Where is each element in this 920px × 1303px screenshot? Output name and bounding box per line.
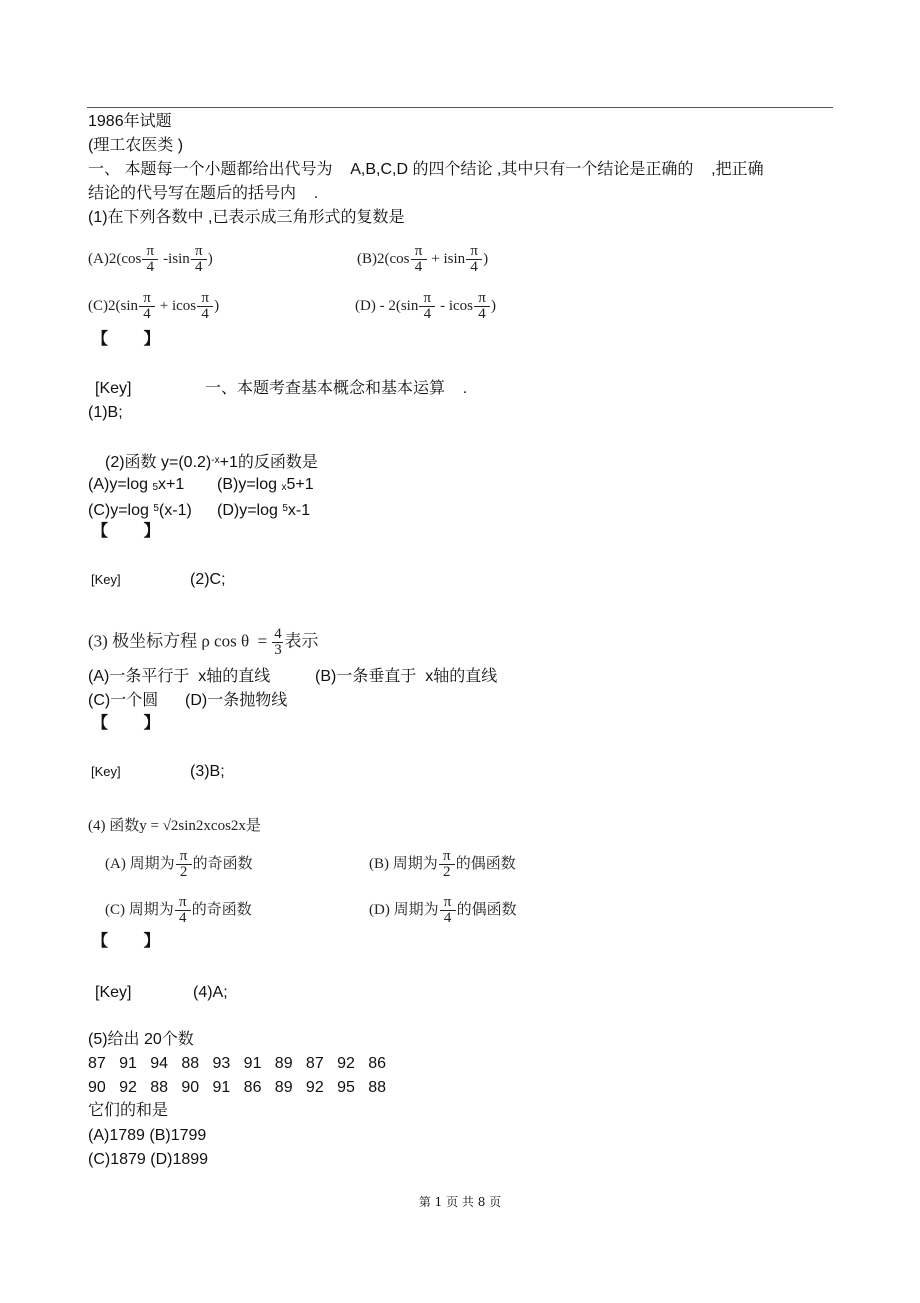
q5-options-ab: (A)1789 (B)1799 [88, 1127, 207, 1144]
q2-stem [105, 451, 318, 473]
q2-stem-pre: (2)函数 y=(0.2) [105, 454, 212, 471]
header-rule [87, 107, 833, 108]
numerator: π [414, 243, 423, 259]
numerator: π [194, 243, 203, 259]
fraction [272, 627, 283, 658]
numerator: π [179, 848, 188, 864]
key-label: [Key] [95, 380, 132, 397]
answer-bracket: 【 】 [92, 331, 160, 348]
key-label: [Key] [95, 984, 132, 1001]
fraction [411, 244, 427, 275]
denominator: 4 [201, 306, 209, 322]
q2-option-d [217, 499, 310, 521]
denominator: 4 [470, 259, 478, 275]
fraction [197, 291, 213, 322]
q2-option-c [88, 499, 192, 521]
numerator: π [423, 290, 432, 306]
q1-c-pre: (C)2(sin [88, 297, 138, 314]
q1-c-mid: + icos [156, 297, 197, 314]
exam-year-title: 1986年试题 [88, 113, 172, 130]
q5-stem: (5)给出 20个数 [88, 1031, 194, 1048]
instructions-line-1: 一、 本题每一个小题都给出代号为 A,B,C,D 的四个结论 ,其中只有一个结论是正确的 ,把正确 [88, 161, 764, 178]
q3-option-b: (B)一条垂直于 x轴的直线 [315, 668, 498, 685]
fraction [439, 849, 455, 880]
q2-d-pre: (D)y=log [217, 502, 278, 519]
q2-a-post: x+1 [158, 476, 185, 493]
key-label: [Key] [91, 764, 121, 779]
log-base: 5 [153, 503, 159, 514]
q1-answer: (1)B; [88, 404, 123, 421]
q1-d-mid: - icos [436, 297, 473, 314]
fraction [176, 849, 192, 880]
answer-bracket: 【 】 [92, 715, 160, 732]
q3-option-d: (D)一条抛物线 [185, 692, 288, 709]
fraction [142, 244, 158, 275]
numerator: 4 [274, 626, 282, 642]
fraction [139, 291, 155, 322]
q2-a-pre: (A)y=log [88, 476, 149, 493]
numerator: π [470, 243, 478, 259]
q4-c-post: 的奇函数 [191, 901, 252, 918]
q2-c-post: (x-1) [158, 502, 192, 519]
q5-question: 它们的和是 [88, 1102, 169, 1119]
q1-b-post: ) [483, 250, 489, 267]
numerator: π [442, 848, 451, 864]
q1-a-pre: (A)2(cos [88, 250, 142, 267]
q1-c-post: ) [214, 297, 220, 314]
instructions-line-2: 结论的代号写在题后的括号内 . [88, 185, 319, 202]
q1-a-mid: -isin [159, 250, 190, 267]
q5-numbers-row-1: 87 91 94 88 93 91 89 87 92 86 [88, 1055, 386, 1072]
q1-b-pre: (B)2(cos [357, 250, 410, 267]
q1-option-b [357, 244, 488, 275]
denominator: 4 [143, 306, 151, 322]
q2-b-post: 5+1 [286, 476, 314, 493]
q1-stem: (1)在下列各数中 ,已表示成三角形式的复数是 [88, 209, 405, 226]
q3-option-c: (C)一个圆 [88, 692, 159, 709]
q1-option-d [355, 291, 496, 322]
q4-option-d [369, 895, 517, 926]
denominator: 4 [195, 259, 203, 275]
answer-bracket: 【 】 [92, 933, 160, 950]
q2-answer: (2)C; [190, 571, 226, 588]
q2-option-a [88, 475, 184, 498]
denominator: 4 [414, 259, 423, 275]
numerator: π [201, 290, 209, 306]
exam-category: (理工农医类 ) [88, 137, 184, 154]
q1-d-pre: (D) - 2(sin [355, 297, 419, 314]
q5-numbers-row-2: 90 92 88 90 91 86 89 92 95 88 [88, 1079, 386, 1096]
fraction [419, 291, 435, 322]
q4-option-b [369, 849, 516, 880]
q2-c-pre: (C)y=log [88, 502, 149, 519]
fraction [191, 244, 207, 275]
q2-exponent: -x [211, 455, 220, 466]
fraction [175, 895, 191, 926]
q4-answer: (4)A; [193, 984, 228, 1001]
page-number-footer: 第 1 页 共 8 页 [418, 1195, 502, 1209]
denominator: 3 [274, 642, 282, 658]
q4-option-c [105, 895, 252, 926]
q2-stem-post: +1的反函数是 [219, 454, 318, 471]
fraction [440, 895, 456, 926]
q4-d-post: 的偶函数 [456, 901, 517, 918]
log-base: 5 [282, 503, 288, 514]
denominator: 4 [146, 259, 155, 275]
q1-a-post: ) [207, 250, 213, 267]
q4-option-a [105, 849, 253, 880]
denominator: 2 [443, 864, 451, 880]
q1-b-mid: + isin [427, 250, 466, 267]
q2-option-b [217, 475, 314, 498]
numerator: π [478, 290, 486, 306]
key-note: 一、本题考查基本概念和基本运算 . [205, 380, 468, 397]
q4-b-post: 的偶函数 [455, 855, 516, 872]
q3-stem [88, 627, 318, 658]
q4-c-pre: (C) 周期为 [105, 901, 174, 918]
q3-option-a: (A)一条平行于 x轴的直线 [88, 668, 271, 685]
q2-b-pre: (B)y=log [217, 476, 278, 493]
q2-d-post: x-1 [287, 502, 311, 519]
numerator: π [443, 894, 452, 910]
q1-option-a [88, 244, 213, 275]
fraction [474, 291, 490, 322]
denominator: 4 [179, 910, 187, 926]
denominator: 4 [478, 306, 486, 322]
q4-b-pre: (B) 周期为 [369, 855, 438, 872]
denominator: 2 [179, 864, 188, 880]
answer-bracket: 【 】 [92, 523, 160, 540]
key-label: [Key] [91, 572, 121, 587]
q1-option-c [88, 291, 219, 322]
q5-options-cd: (C)1879 (D)1899 [88, 1151, 209, 1168]
q3-stem-pre: (3) 极坐标方程 ρ cos θ = [88, 631, 272, 651]
fraction [466, 244, 482, 275]
q4-stem: (4) 函数y = √2sin2xcos2x是 [88, 818, 261, 834]
numerator: π [143, 290, 151, 306]
denominator: 4 [443, 910, 452, 926]
numerator: π [146, 243, 155, 259]
q1-d-post: ) [491, 297, 496, 314]
log-base: x [281, 482, 287, 493]
q3-answer: (3)B; [190, 763, 225, 780]
denominator: 4 [423, 306, 432, 322]
numerator: π [178, 894, 187, 910]
log-base: 5 [152, 482, 159, 493]
q3-stem-post: 表示 [284, 631, 319, 651]
q4-d-pre: (D) 周期为 [369, 901, 439, 918]
q4-a-post: 的奇函数 [192, 855, 253, 872]
q4-a-pre: (A) 周期为 [105, 855, 175, 872]
